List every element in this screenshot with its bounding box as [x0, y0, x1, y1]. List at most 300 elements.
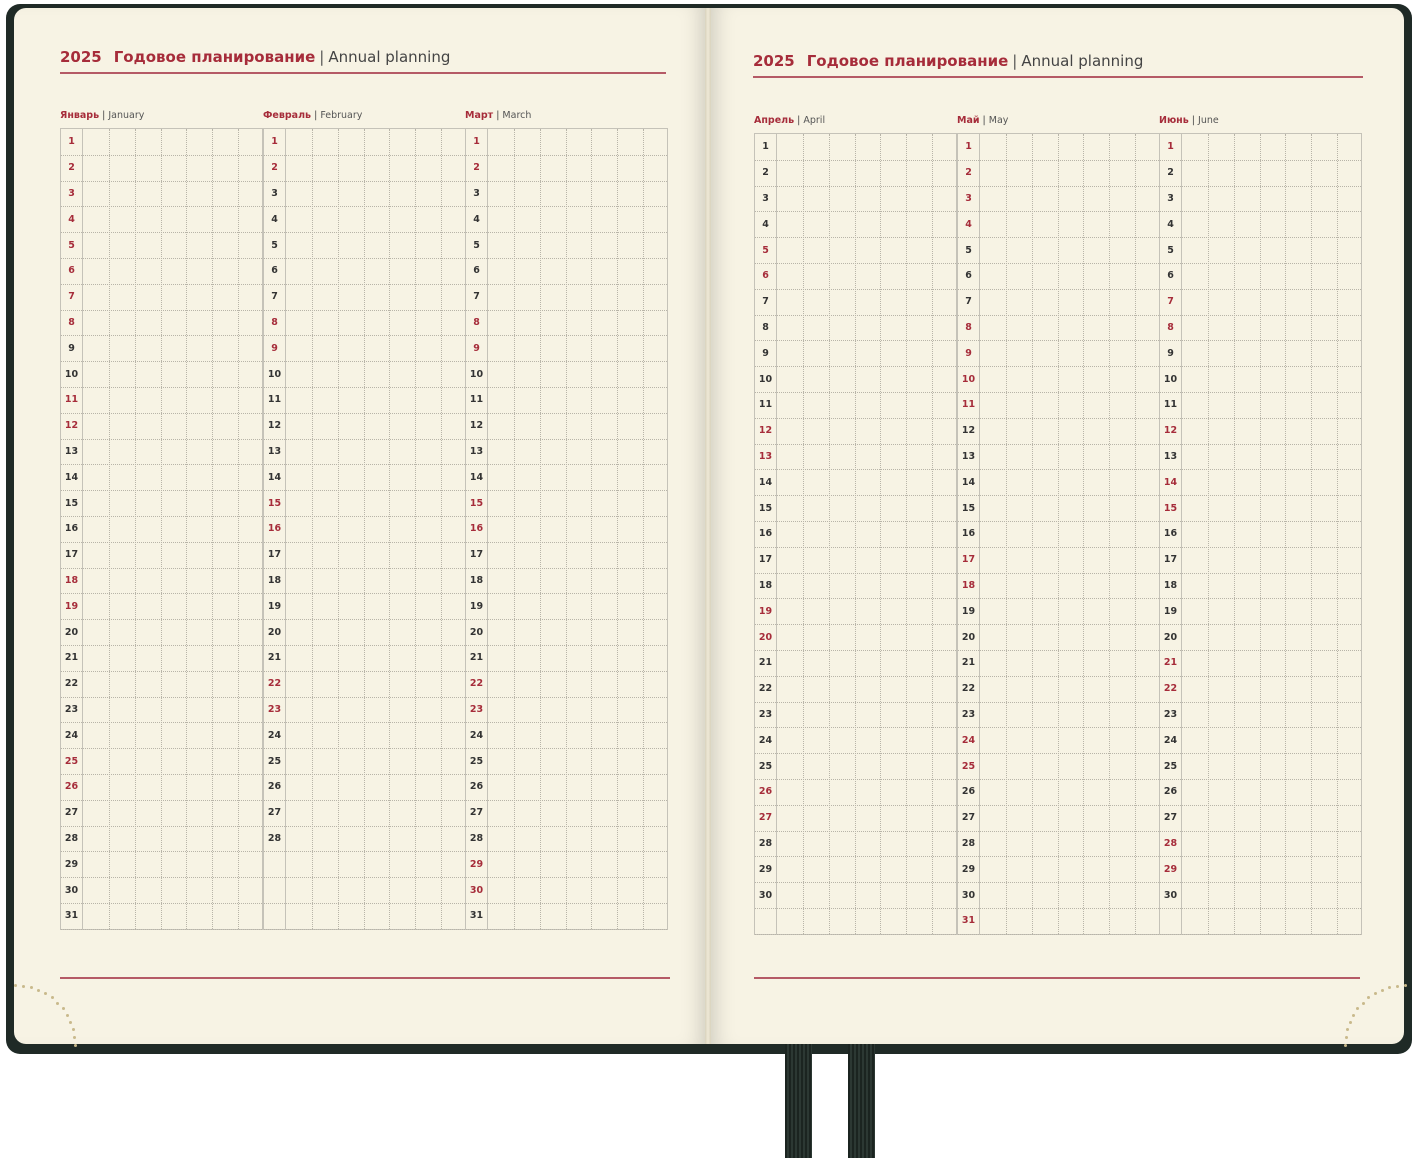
day-row[interactable]	[61, 206, 262, 233]
day-number: 10	[61, 361, 83, 387]
day-row[interactable]	[755, 650, 956, 677]
day-number: 20	[755, 624, 777, 650]
day-row[interactable]	[466, 619, 667, 646]
day-number: 15	[958, 495, 980, 521]
day-row[interactable]	[958, 469, 1159, 496]
day-row[interactable]	[958, 908, 1159, 935]
day-number: 17	[264, 542, 286, 568]
day-row[interactable]	[755, 186, 956, 213]
day-row[interactable]	[264, 568, 465, 595]
day-number: 14	[466, 464, 488, 490]
month-label: Июнь | June	[1159, 115, 1219, 126]
day-row[interactable]	[466, 877, 667, 904]
day-row[interactable]	[264, 645, 465, 672]
day-row[interactable]	[1160, 547, 1361, 574]
day-row[interactable]	[466, 413, 667, 440]
day-row[interactable]	[264, 129, 465, 156]
day-row[interactable]	[1160, 237, 1361, 264]
day-row[interactable]	[61, 361, 262, 388]
day-row[interactable]	[755, 366, 956, 393]
month-name-en: January	[108, 110, 145, 121]
day-row[interactable]	[958, 727, 1159, 754]
day-row[interactable]	[61, 310, 262, 337]
day-row[interactable]	[755, 573, 956, 600]
day-row[interactable]	[466, 181, 667, 208]
day-row[interactable]	[958, 366, 1159, 393]
day-number: 8	[958, 315, 980, 341]
day-number: 7	[61, 284, 83, 310]
day-row[interactable]	[1160, 856, 1361, 883]
day-row[interactable]	[755, 160, 956, 187]
day-row[interactable]	[466, 851, 667, 878]
month-name-en: February	[320, 110, 363, 121]
day-row[interactable]	[1160, 779, 1361, 806]
day-row[interactable]	[1160, 160, 1361, 187]
day-row[interactable]	[755, 805, 956, 832]
day-number: 29	[755, 856, 777, 882]
day-number: 4	[1160, 211, 1182, 237]
day-row[interactable]	[466, 129, 667, 156]
day-number: 4	[264, 206, 286, 232]
day-number: 15	[1160, 495, 1182, 521]
day-row[interactable]	[61, 516, 262, 543]
day-row[interactable]	[264, 413, 465, 440]
day-row[interactable]	[264, 181, 465, 208]
day-number: 20	[1160, 624, 1182, 650]
day-number: 17	[958, 547, 980, 573]
stitch-dot	[30, 986, 33, 989]
day-row[interactable]	[958, 676, 1159, 703]
day-number: 3	[264, 181, 286, 207]
day-row[interactable]	[466, 697, 667, 724]
day-row[interactable]	[1160, 624, 1361, 651]
day-grid	[1159, 133, 1362, 935]
day-number: 9	[755, 340, 777, 366]
day-row[interactable]	[61, 387, 262, 414]
day-row[interactable]	[61, 258, 262, 285]
day-row[interactable]	[264, 439, 465, 466]
day-number: 24	[1160, 727, 1182, 753]
day-number: 21	[264, 645, 286, 671]
day-row[interactable]	[466, 568, 667, 595]
day-number: 6	[264, 258, 286, 284]
day-row[interactable]	[958, 573, 1159, 600]
day-row[interactable]	[466, 671, 667, 698]
day-row[interactable]	[1160, 727, 1361, 754]
day-row[interactable]	[1160, 315, 1361, 342]
day-row[interactable]	[61, 129, 262, 156]
day-row[interactable]	[61, 181, 262, 208]
stitch-dot	[1349, 1021, 1352, 1024]
day-row[interactable]	[1160, 650, 1361, 677]
day-row[interactable]	[61, 155, 262, 182]
day-row[interactable]	[61, 697, 262, 724]
day-number: 26	[264, 774, 286, 800]
month-name-ru: Март	[465, 110, 494, 121]
day-row[interactable]	[466, 232, 667, 259]
day-number: 9	[1160, 340, 1182, 366]
day-number: 24	[466, 722, 488, 748]
day-row[interactable]	[466, 490, 667, 517]
day-number: 26	[61, 774, 83, 800]
day-number: 24	[61, 722, 83, 748]
day-row[interactable]	[61, 645, 262, 672]
day-row[interactable]	[1160, 805, 1361, 832]
day-row[interactable]	[958, 521, 1159, 548]
day-row[interactable]	[755, 547, 956, 574]
day-number: 3	[61, 181, 83, 207]
day-number: 4	[958, 211, 980, 237]
day-number: 28	[264, 826, 286, 852]
day-row[interactable]	[1160, 753, 1361, 780]
day-number: 2	[755, 160, 777, 186]
day-row[interactable]	[466, 439, 667, 466]
day-row[interactable]	[264, 516, 465, 543]
day-row[interactable]	[264, 877, 465, 904]
day-number: 24	[755, 727, 777, 753]
day-row[interactable]	[264, 206, 465, 233]
day-number: 18	[61, 568, 83, 594]
day-number: 10	[264, 361, 286, 387]
day-number: 9	[61, 335, 83, 361]
day-row[interactable]	[1160, 702, 1361, 729]
day-number: 1	[755, 134, 777, 160]
day-row[interactable]	[264, 774, 465, 801]
month-name-en: April	[803, 115, 826, 126]
day-row[interactable]	[1160, 289, 1361, 316]
day-row[interactable]	[1160, 573, 1361, 600]
day-number: 5	[61, 232, 83, 258]
day-number: 12	[1160, 418, 1182, 444]
day-number: 23	[958, 702, 980, 728]
day-number: 13	[755, 444, 777, 470]
day-row[interactable]	[755, 469, 956, 496]
day-number: 6	[958, 263, 980, 289]
day-row[interactable]	[61, 335, 262, 362]
day-number: 4	[466, 206, 488, 232]
day-number: 1	[958, 134, 980, 160]
day-row[interactable]	[755, 624, 956, 651]
day-row[interactable]	[466, 206, 667, 233]
day-row[interactable]	[755, 831, 956, 858]
stitch-dot	[14, 984, 17, 987]
day-number: 30	[1160, 882, 1182, 908]
day-number: 11	[466, 387, 488, 413]
day-row[interactable]	[1160, 676, 1361, 703]
day-row[interactable]	[61, 413, 262, 440]
day-row[interactable]	[466, 542, 667, 569]
day-number: 10	[958, 366, 980, 392]
day-row[interactable]	[1160, 444, 1361, 471]
day-row[interactable]	[1160, 263, 1361, 290]
day-row[interactable]	[958, 831, 1159, 858]
day-row[interactable]	[958, 263, 1159, 290]
day-row[interactable]	[61, 722, 262, 749]
day-number: 27	[466, 800, 488, 826]
day-row[interactable]	[264, 851, 465, 878]
day-row[interactable]	[958, 753, 1159, 780]
day-row[interactable]	[958, 392, 1159, 419]
day-row[interactable]	[264, 542, 465, 569]
day-row[interactable]	[755, 753, 956, 780]
day-row[interactable]	[958, 444, 1159, 471]
day-row[interactable]	[466, 464, 667, 491]
day-number: 27	[61, 800, 83, 826]
day-row[interactable]	[755, 418, 956, 445]
day-number: 16	[466, 516, 488, 542]
day-number: 28	[958, 831, 980, 857]
day-number: 24	[264, 722, 286, 748]
day-number: 25	[466, 748, 488, 774]
day-row[interactable]	[466, 903, 667, 930]
day-row[interactable]	[466, 645, 667, 672]
day-row[interactable]	[958, 134, 1159, 161]
day-number: 18	[755, 573, 777, 599]
day-row[interactable]	[755, 263, 956, 290]
month-label: Апрель | April	[754, 115, 826, 126]
day-row[interactable]	[1160, 418, 1361, 445]
left-year: 2025	[60, 48, 102, 66]
day-row[interactable]	[1160, 495, 1361, 522]
day-number: 11	[755, 392, 777, 418]
day-row[interactable]	[755, 856, 956, 883]
day-number: 23	[755, 702, 777, 728]
day-grid	[60, 128, 263, 930]
day-row[interactable]	[264, 387, 465, 414]
day-row[interactable]	[61, 903, 262, 930]
bookmark-ribbon-2[interactable]	[848, 1040, 875, 1158]
day-number: 9	[958, 340, 980, 366]
day-number: 6	[61, 258, 83, 284]
day-row[interactable]	[958, 624, 1159, 651]
day-row[interactable]	[61, 593, 262, 620]
day-row[interactable]	[264, 464, 465, 491]
day-row[interactable]	[755, 134, 956, 161]
day-row[interactable]	[61, 568, 262, 595]
day-row[interactable]	[61, 490, 262, 517]
day-row[interactable]	[466, 258, 667, 285]
day-number: 5	[755, 237, 777, 263]
day-number: 8	[755, 315, 777, 341]
day-number: 8	[1160, 315, 1182, 341]
day-row[interactable]	[264, 155, 465, 182]
day-row[interactable]	[264, 671, 465, 698]
day-row[interactable]	[958, 650, 1159, 677]
day-row[interactable]	[755, 289, 956, 316]
day-number: 7	[755, 289, 777, 315]
day-row[interactable]	[264, 800, 465, 827]
day-row[interactable]	[466, 800, 667, 827]
day-number: 18	[466, 568, 488, 594]
day-row[interactable]	[264, 619, 465, 646]
day-row[interactable]	[466, 361, 667, 388]
day-row[interactable]	[958, 340, 1159, 367]
day-row[interactable]	[466, 748, 667, 775]
stitch-dot	[74, 1044, 77, 1047]
day-row[interactable]	[466, 722, 667, 749]
day-number: 7	[1160, 289, 1182, 315]
day-row[interactable]	[264, 258, 465, 285]
day-number: 23	[61, 697, 83, 723]
day-row[interactable]	[264, 284, 465, 311]
day-row[interactable]	[958, 211, 1159, 238]
day-number: 3	[466, 181, 488, 207]
day-row[interactable]	[958, 598, 1159, 625]
day-row[interactable]	[466, 593, 667, 620]
day-number: 10	[755, 366, 777, 392]
day-number: 19	[61, 593, 83, 619]
day-number: 1	[466, 129, 488, 155]
day-number: 1	[1160, 134, 1182, 160]
day-row[interactable]	[264, 722, 465, 749]
day-row[interactable]	[61, 826, 262, 853]
day-row[interactable]	[466, 516, 667, 543]
day-row[interactable]	[755, 882, 956, 909]
month-name-ru: Апрель	[754, 115, 795, 126]
day-grid	[957, 133, 1160, 935]
stitch-dot	[1345, 1036, 1348, 1039]
day-number	[755, 908, 777, 934]
day-row[interactable]	[958, 882, 1159, 909]
day-number: 21	[755, 650, 777, 676]
day-row[interactable]	[755, 340, 956, 367]
day-row[interactable]	[1160, 211, 1361, 238]
day-row[interactable]	[264, 490, 465, 517]
day-row[interactable]	[958, 805, 1159, 832]
day-row[interactable]	[1160, 186, 1361, 213]
day-row[interactable]	[958, 315, 1159, 342]
day-number: 27	[264, 800, 286, 826]
day-row[interactable]	[61, 232, 262, 259]
day-row[interactable]	[1160, 340, 1361, 367]
day-row[interactable]	[755, 211, 956, 238]
day-number: 6	[755, 263, 777, 289]
day-number: 14	[755, 469, 777, 495]
day-row[interactable]	[264, 335, 465, 362]
day-row[interactable]	[755, 521, 956, 548]
day-number: 22	[755, 676, 777, 702]
day-number: 14	[1160, 469, 1182, 495]
day-row[interactable]	[755, 237, 956, 264]
day-row[interactable]	[61, 439, 262, 466]
day-row[interactable]	[264, 593, 465, 620]
bookmark-ribbon-1[interactable]	[785, 1040, 812, 1158]
day-number: 25	[755, 753, 777, 779]
book-spine	[705, 8, 711, 1044]
day-row[interactable]	[958, 547, 1159, 574]
day-row[interactable]	[958, 702, 1159, 729]
day-grid	[754, 133, 957, 935]
day-number: 12	[958, 418, 980, 444]
day-row[interactable]	[466, 310, 667, 337]
day-row[interactable]	[958, 186, 1159, 213]
day-number: 27	[958, 805, 980, 831]
day-row[interactable]	[1160, 134, 1361, 161]
day-row[interactable]	[958, 418, 1159, 445]
day-row[interactable]	[61, 774, 262, 801]
day-row[interactable]	[61, 284, 262, 311]
day-row[interactable]	[61, 542, 262, 569]
day-row[interactable]	[1160, 366, 1361, 393]
day-row[interactable]	[958, 237, 1159, 264]
day-row[interactable]	[264, 697, 465, 724]
day-row[interactable]	[264, 310, 465, 337]
day-number: 8	[466, 310, 488, 336]
day-number: 15	[264, 490, 286, 516]
day-row[interactable]	[264, 361, 465, 388]
day-number: 16	[1160, 521, 1182, 547]
day-row[interactable]	[61, 800, 262, 827]
day-row[interactable]	[466, 155, 667, 182]
day-number: 10	[1160, 366, 1182, 392]
day-row[interactable]	[61, 748, 262, 775]
day-number: 19	[264, 593, 286, 619]
day-row[interactable]	[1160, 521, 1361, 548]
day-row[interactable]	[61, 877, 262, 904]
day-number: 20	[466, 619, 488, 645]
day-row[interactable]	[755, 495, 956, 522]
day-row[interactable]	[61, 671, 262, 698]
day-row[interactable]	[264, 748, 465, 775]
day-number: 15	[466, 490, 488, 516]
day-row[interactable]	[958, 779, 1159, 806]
day-row[interactable]	[264, 903, 465, 930]
day-row[interactable]	[264, 232, 465, 259]
day-row[interactable]	[61, 464, 262, 491]
day-row[interactable]	[1160, 882, 1361, 909]
day-row[interactable]	[755, 392, 956, 419]
day-number: 17	[1160, 547, 1182, 573]
day-number: 9	[466, 335, 488, 361]
day-number: 24	[958, 727, 980, 753]
day-row[interactable]	[466, 774, 667, 801]
day-row[interactable]	[755, 727, 956, 754]
day-row[interactable]	[958, 495, 1159, 522]
day-row[interactable]	[61, 619, 262, 646]
day-row[interactable]	[466, 284, 667, 311]
day-row[interactable]	[264, 826, 465, 853]
day-row[interactable]	[755, 598, 956, 625]
stitch-dot	[1362, 1002, 1365, 1005]
day-row[interactable]	[466, 826, 667, 853]
day-number: 30	[61, 877, 83, 903]
day-number: 21	[466, 645, 488, 671]
day-number: 29	[61, 851, 83, 877]
day-row[interactable]	[1160, 392, 1361, 419]
day-row[interactable]	[61, 851, 262, 878]
day-row[interactable]	[755, 676, 956, 703]
day-row[interactable]	[466, 335, 667, 362]
day-row[interactable]	[755, 444, 956, 471]
day-row[interactable]	[958, 856, 1159, 883]
day-number: 2	[958, 160, 980, 186]
day-number: 11	[264, 387, 286, 413]
day-row[interactable]	[1160, 831, 1361, 858]
day-row[interactable]	[1160, 598, 1361, 625]
day-row[interactable]	[755, 702, 956, 729]
day-row[interactable]	[958, 160, 1159, 187]
day-row[interactable]	[466, 387, 667, 414]
day-number: 26	[755, 779, 777, 805]
day-row[interactable]	[755, 908, 956, 935]
day-row[interactable]	[958, 289, 1159, 316]
day-row[interactable]	[755, 779, 956, 806]
day-row[interactable]	[1160, 908, 1361, 935]
day-number: 7	[466, 284, 488, 310]
day-row[interactable]	[1160, 469, 1361, 496]
day-row[interactable]	[755, 315, 956, 342]
day-number: 22	[61, 671, 83, 697]
